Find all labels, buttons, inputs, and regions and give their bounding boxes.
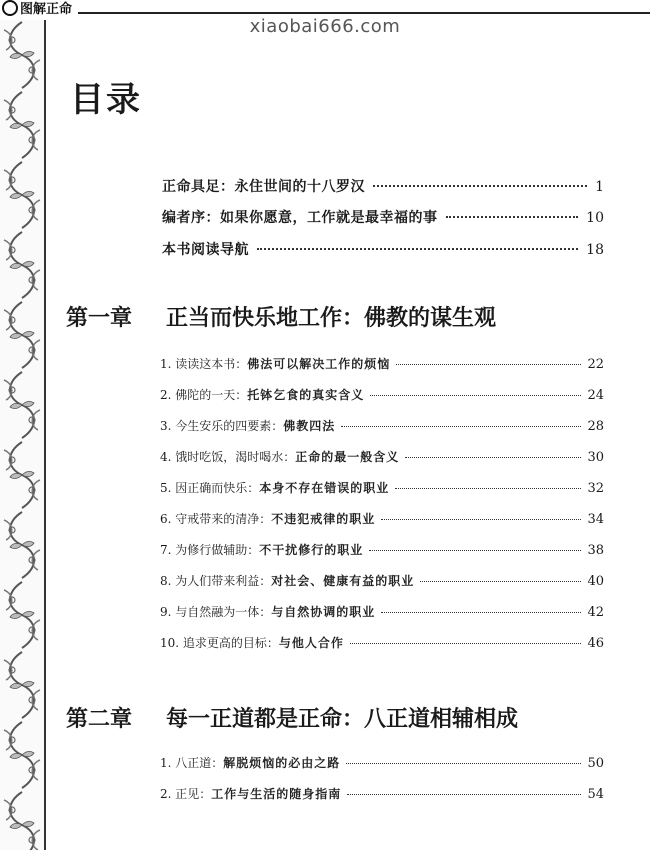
leader-dots (257, 248, 578, 250)
toc-entry[interactable] (160, 754, 604, 771)
entry-main-title: 为修行做辅助： (175, 543, 260, 557)
entry-number: 1. (160, 357, 176, 371)
entry-main-title: 追求更高的目标： (182, 636, 279, 650)
toc-entry[interactable] (160, 785, 604, 802)
page-number: 30 (587, 450, 604, 465)
leader-dots (350, 643, 582, 644)
front-matter-label: 本书阅读导航 (162, 242, 249, 258)
entry-number: 5. (160, 481, 176, 495)
entry-main-title: 八正道： (175, 756, 224, 770)
entry-subtitle: 本身不存在错误的职业 (259, 481, 390, 495)
entry-label (160, 386, 364, 403)
leader-dots (381, 612, 581, 613)
entry-label (160, 448, 399, 465)
header-rule (52, 12, 650, 14)
entry-subtitle: 工作与生活的随身指南 (211, 787, 342, 801)
entry-main-title: 与自然融为一体： (175, 605, 272, 619)
entry-number: 4. (160, 450, 176, 464)
page-number: 42 (587, 605, 604, 620)
toc-entry[interactable] (160, 572, 604, 589)
entry-subtitle: 不干扰修行的职业 (259, 543, 364, 557)
entry-subtitle: 解脱烦恼的必由之路 (223, 756, 341, 770)
entry-subtitle: 与他人合作 (278, 636, 344, 650)
toc-entry[interactable] (160, 448, 604, 465)
entry-number: 9. (160, 605, 176, 619)
chapter-label: 第二章 (66, 707, 133, 732)
entry-number: 2. (160, 388, 176, 402)
leader-dots (446, 216, 579, 218)
leader-dots (381, 519, 581, 520)
leader-dots (405, 457, 581, 458)
entry-main-title: 守戒带来的清净： (175, 512, 272, 526)
page-number: 1 (595, 179, 604, 195)
leader-dots (373, 185, 587, 187)
page-number: 24 (587, 388, 604, 403)
entry-label (160, 541, 363, 558)
front-matter-item[interactable] (162, 207, 604, 227)
page-title: 目录 (70, 80, 142, 120)
entry-label (160, 417, 335, 434)
front-matter-item[interactable] (162, 176, 604, 196)
page-number: 10 (586, 210, 604, 226)
chapter-label: 第一章 (66, 306, 133, 331)
page-number: 34 (587, 512, 604, 527)
entry-main-title: 今生安乐的四要素： (175, 419, 284, 433)
entry-subtitle: 佛教四法 (283, 419, 336, 433)
entry-main-title: 为人们带来利益： (175, 574, 272, 588)
floral-ornament-icon (0, 20, 44, 850)
entry-label (160, 479, 389, 496)
toc-entry[interactable] (160, 603, 604, 620)
page-number: 40 (587, 574, 604, 589)
leader-dots (341, 426, 581, 427)
entry-main-title: 因正确而快乐： (175, 481, 260, 495)
leader-dots (396, 364, 581, 365)
page-number: 38 (587, 543, 604, 558)
page-number: 22 (587, 357, 604, 372)
decorative-border (0, 20, 46, 850)
leader-dots (369, 550, 581, 551)
toc-entry[interactable] (160, 417, 604, 434)
entry-label (160, 754, 340, 771)
entry-main-title: 饿时吃饭，渴时喝水： (175, 450, 296, 464)
entry-number: 7. (160, 543, 176, 557)
logo-circle-icon (2, 0, 18, 16)
watermark: xiaobai666.com (249, 16, 401, 37)
entry-subtitle: 托钵乞食的真实含义 (247, 388, 365, 402)
front-matter-label: 编者序：如果你愿意，工作就是最幸福的事 (162, 210, 438, 226)
front-matter-label: 正命具足：永住世间的十八罗汉 (162, 179, 365, 195)
entry-main-title: 读读这本书： (175, 357, 248, 371)
entry-main-title: 佛陀的一天： (175, 388, 248, 402)
entry-label (160, 634, 344, 651)
entry-label (160, 785, 341, 802)
chapter-heading[interactable] (66, 702, 518, 733)
leader-dots (346, 763, 581, 764)
leader-dots (370, 395, 581, 396)
entry-subtitle: 佛法可以解决工作的烦恼 (247, 357, 391, 371)
toc-entry[interactable] (160, 355, 604, 372)
entry-subtitle: 不违犯戒律的职业 (271, 512, 376, 526)
logo-text: 图解正命 (20, 2, 73, 17)
chapter-heading[interactable] (66, 301, 496, 332)
page-number: 28 (587, 419, 604, 434)
chapter-title: 正当而快乐地工作：佛教的谋生观 (166, 306, 497, 331)
leader-dots (347, 794, 581, 795)
entry-subtitle: 正命的最一般含义 (295, 450, 400, 464)
entry-number: 3. (160, 419, 176, 433)
entry-label (160, 510, 375, 527)
toc-entry[interactable] (160, 386, 604, 403)
page-number: 46 (587, 636, 604, 651)
entry-label (160, 603, 375, 620)
entry-number: 8. (160, 574, 176, 588)
entry-label (160, 355, 390, 372)
entry-main-title: 正见： (175, 787, 212, 801)
toc-entry[interactable] (160, 479, 604, 496)
page-number: 32 (587, 481, 604, 496)
entry-number: 10. (160, 636, 183, 650)
entry-label (160, 572, 414, 589)
entry-number: 1. (160, 756, 176, 770)
entry-subtitle: 对社会、健康有益的职业 (271, 574, 415, 588)
leader-dots (420, 581, 581, 582)
chapter-title: 每一正道都是正命：八正道相辅相成 (166, 707, 519, 732)
leader-dots (395, 488, 581, 489)
page-number: 50 (587, 756, 604, 771)
entry-number: 6. (160, 512, 176, 526)
page-number: 54 (587, 787, 604, 802)
page-number: 18 (586, 242, 604, 258)
entry-subtitle: 与自然协调的职业 (271, 605, 376, 619)
entry-number: 2. (160, 787, 176, 801)
front-matter-item[interactable] (162, 239, 604, 259)
toc-entry[interactable] (160, 510, 604, 527)
toc-entry[interactable] (160, 634, 604, 651)
toc-content (44, 20, 650, 850)
toc-entry[interactable] (160, 541, 604, 558)
